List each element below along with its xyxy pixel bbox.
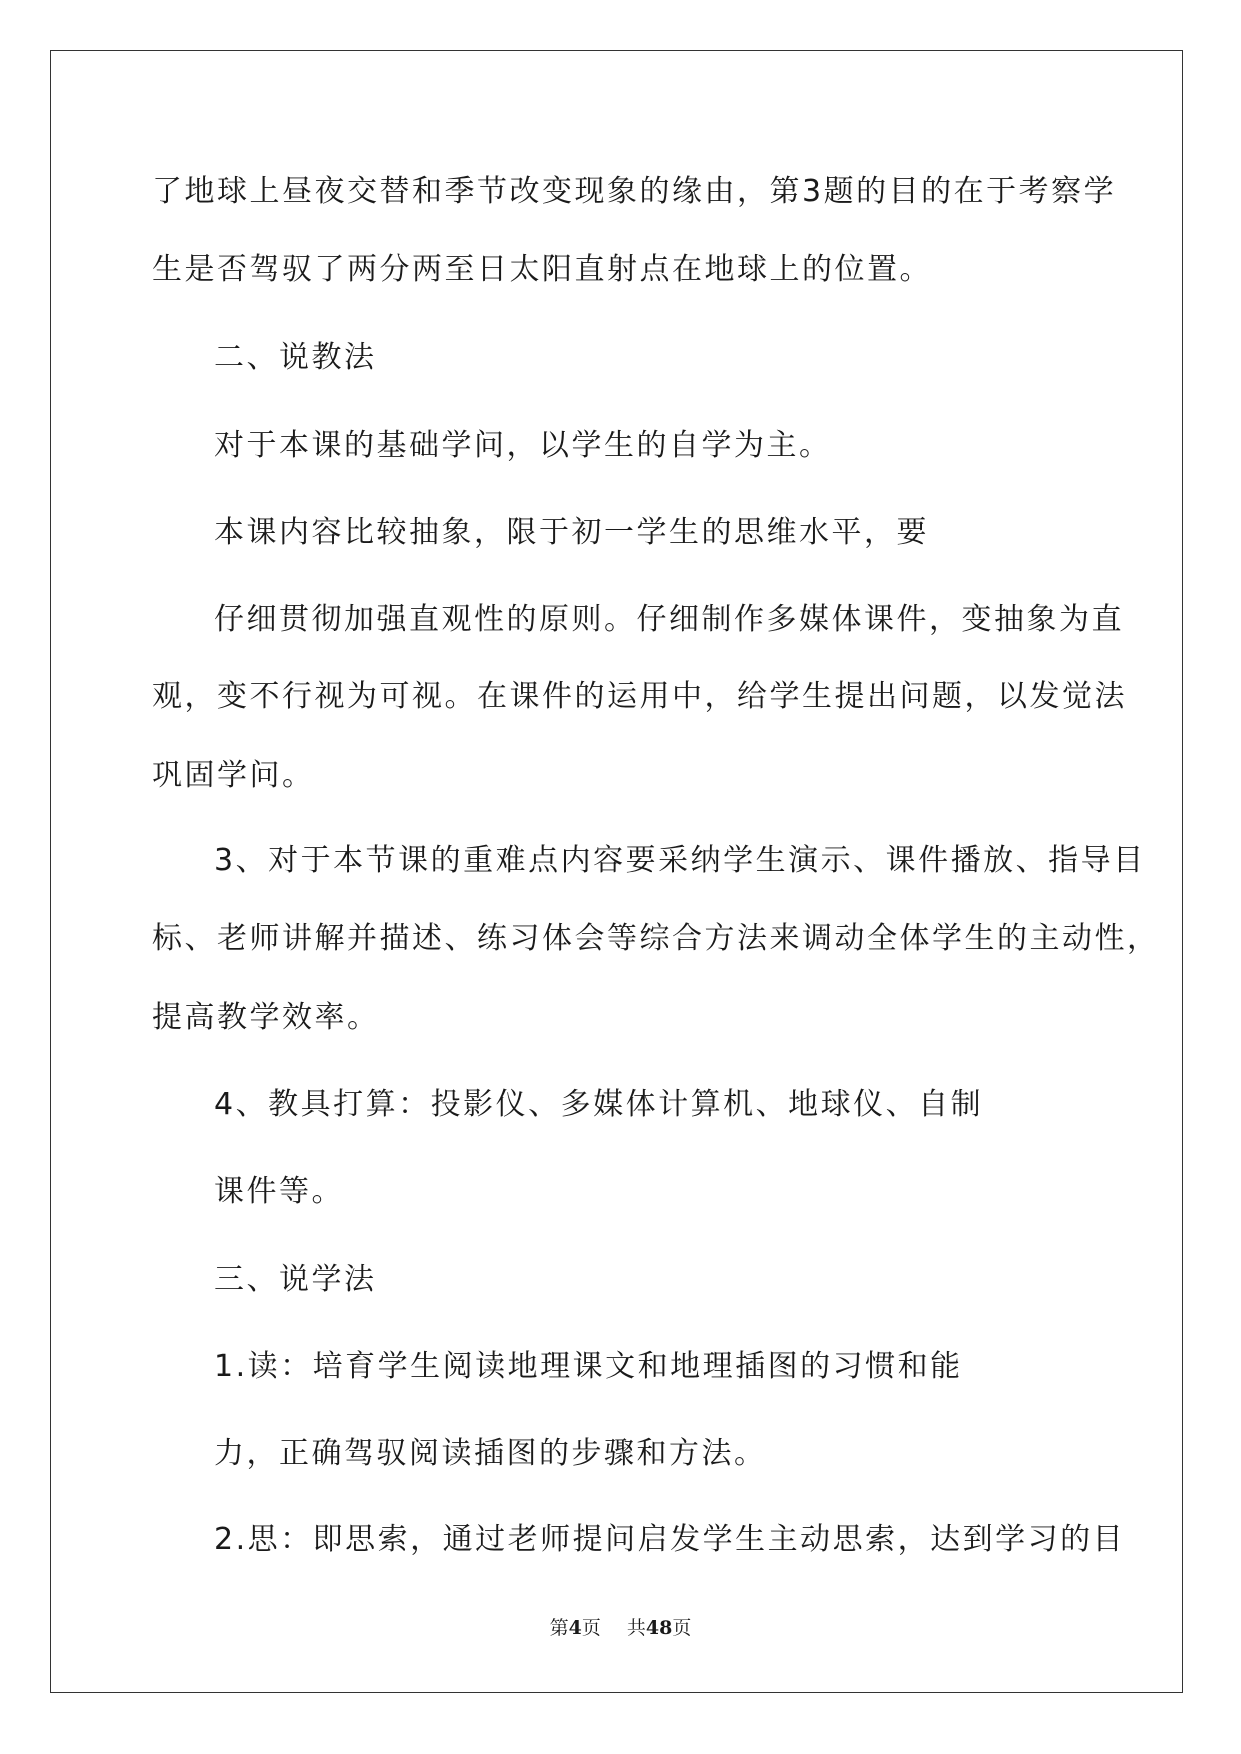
text-line: 巩固学问。 [152,758,315,793]
page-footer [0,1616,1241,1640]
text-line: 标、老师讲解并描述、练习体会等综合方法来调动全体学生的主动性， [152,921,1160,956]
text-line: 了地球上昼夜交替和季节改变现象的缘由，第3题的目的在于考察学 [152,174,1117,209]
text-line: 仔细贯彻加强直观性的原则。仔细制作多媒体课件，变抽象为直 [214,602,1124,637]
page-prefix: 第 [549,1617,569,1639]
text-line: 提高教学效率。 [152,1000,380,1035]
total-pages: 48 [645,1617,673,1639]
text-line: 本课内容比较抽象，限于初一学生的思维水平，要 [214,515,929,550]
page-number: 4 [568,1617,582,1639]
page-suffix: 页 [581,1617,601,1639]
total-suffix: 页 [672,1617,692,1639]
text-line: 1.读：培育学生阅读地理课文和地理插图的习惯和能 [214,1349,963,1384]
total-prefix: 共 [626,1617,646,1639]
text-line: 3、对于本节课的重难点内容要采纳学生演示、课件播放、指导目 [214,843,1146,878]
section-heading: 二、说教法 [214,340,377,375]
text-line: 对于本课的基础学问，以学生的自学为主。 [214,428,832,463]
text-line: 4、教具打算：投影仪、多媒体计算机、地球仪、自制 [214,1087,984,1122]
text-line: 2.思：即思索，通过老师提问启发学生主动思索，达到学习的目 [214,1522,1126,1557]
text-line: 生是否驾驭了两分两至日太阳直射点在地球上的位置。 [152,252,932,287]
section-heading: 三、说学法 [214,1262,377,1297]
text-line: 课件等。 [214,1174,344,1209]
text-line: 力，正确驾驭阅读插图的步骤和方法。 [214,1436,767,1471]
text-line: 观，变不行视为可视。在课件的运用中，给学生提出问题，以发觉法 [152,679,1127,714]
